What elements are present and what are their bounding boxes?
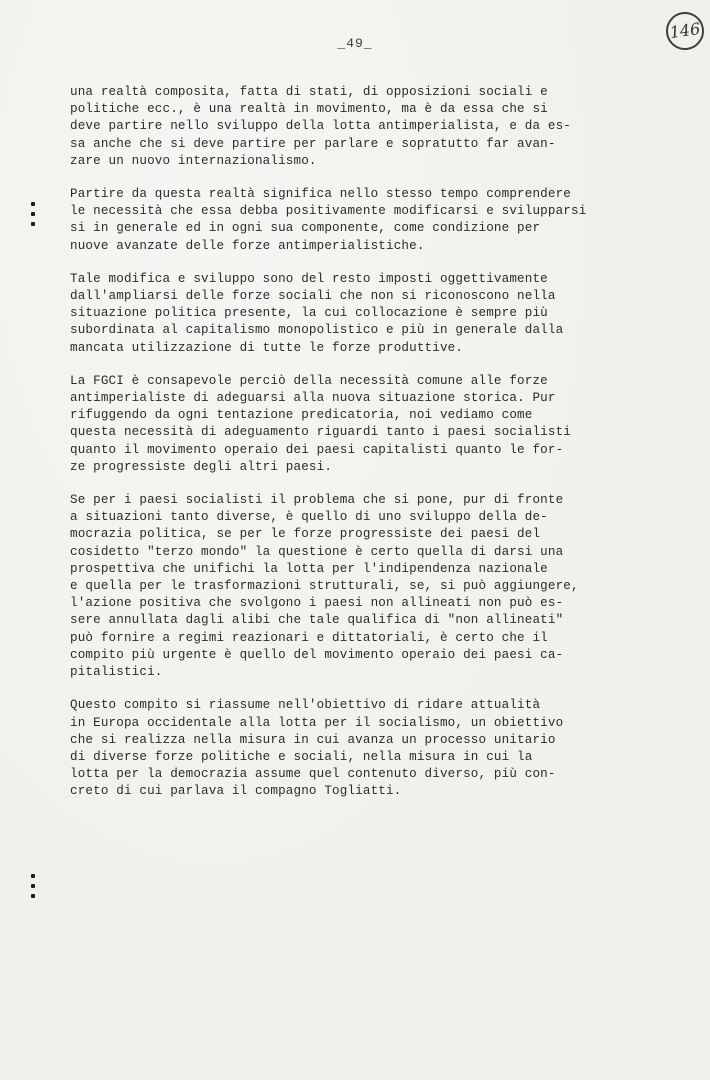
- text-line: rifuggendo da ogni tentazione predicatoria, noi vediamo come: [70, 408, 533, 423]
- text-line: Questo compito si riassume nell'obiettivo di ridare attualità: [70, 698, 541, 713]
- paragraph: [70, 186, 630, 255]
- text-line: situazione politica presente, la cui collocazione è sempre più: [70, 306, 548, 321]
- text-line: antimperialiste di adeguarsi alla nuova situazione storica. Pur: [70, 391, 556, 406]
- margin-dot: [31, 894, 35, 898]
- text-line: in Europa occidentale alla lotta per il socialismo, un obiettivo: [70, 715, 564, 730]
- body-text: [70, 84, 630, 817]
- text-line: subordinata al capitalismo monopolistico e più in generale dalla: [70, 323, 564, 338]
- text-line: Se per i paesi socialisti il problema che si pone, pur di fronte: [70, 493, 564, 508]
- text-line: che si realizza nella misura in cui avanza un processo unitario: [70, 732, 556, 747]
- text-line: deve partire nello sviluppo della lotta antimperialista, e da es-: [70, 119, 571, 134]
- text-line: a situazioni tanto diverse, è quello di uno sviluppo della de-: [70, 510, 548, 525]
- text-line: pitalistici.: [70, 665, 163, 680]
- margin-dot: [31, 874, 35, 878]
- text-line: quanto il movimento operaio dei paesi capitalisti quanto le for-: [70, 442, 564, 457]
- paragraph: [70, 84, 630, 170]
- text-line: creto di cui parlava il compagno Togliatti.: [70, 784, 402, 799]
- paragraph: [70, 373, 630, 476]
- text-line: prospettiva che unifichi la lotta per l'indipendenza nazionale: [70, 561, 548, 576]
- text-line: politiche ecc., è una realtà in movimento, ma è da essa che si: [70, 102, 548, 117]
- text-line: lotta per la democrazia assume quel contenuto diverso, più con-: [70, 767, 556, 782]
- folio-stamp: 146: [664, 10, 707, 53]
- text-line: l'azione positiva che svolgono i paesi non allineati non può es-: [70, 596, 564, 611]
- page-number: _49_: [337, 36, 373, 51]
- text-line: dall'ampliarsi delle forze sociali che non si riconoscono nella: [70, 289, 556, 304]
- text-line: nuove avanzate delle forze antimperialistiche.: [70, 238, 425, 253]
- paragraph: [70, 697, 630, 800]
- text-line: sa anche che si deve partire per parlare e sopratutto far avan-: [70, 136, 556, 151]
- paragraph: [70, 271, 630, 357]
- margin-marks-top: [26, 196, 36, 232]
- margin-dot: [31, 212, 35, 216]
- text-line: una realtà composita, fatta di stati, di opposizioni sociali e: [70, 85, 548, 99]
- margin-dot: [31, 884, 35, 888]
- text-line: mancata utilizzazione di tutte le forze produttive.: [70, 340, 464, 355]
- margin-dot: [31, 202, 35, 206]
- margin-dot: [31, 222, 35, 226]
- text-line: zare un nuovo internazionalismo.: [70, 153, 317, 168]
- text-line: sere annullata dagli alibi che tale qualifica di "non allineati": [70, 613, 564, 628]
- text-line: mocrazia politica, se per le forze progressiste dei paesi del: [70, 527, 541, 542]
- text-line: di diverse forze politiche e sociali, nella misura in cui la: [70, 749, 533, 764]
- text-line: può fornire a regimi reazionari e dittatoriali, è certo che il: [70, 630, 548, 645]
- text-line: le necessità che essa debba positivamente modificarsi e svilupparsi: [70, 204, 587, 219]
- text-line: Tale modifica e sviluppo sono del resto imposti oggettivamente: [70, 271, 548, 286]
- text-line: e quella per le trasformazioni strutturali, se, si può aggiungere,: [70, 579, 579, 594]
- text-line: si in generale ed in ogni sua componente, come condizione per: [70, 221, 541, 236]
- text-line: cosidetto "terzo mondo" la questione è certo quella di darsi una: [70, 544, 564, 559]
- text-line: compito più urgente è quello del movimento operaio dei paesi ca-: [70, 647, 564, 662]
- text-line: ze progressiste degli altri paesi.: [70, 459, 333, 474]
- margin-marks-bottom: [26, 868, 36, 904]
- text-line: Partire da questa realtà significa nello stesso tempo comprendere: [70, 187, 571, 202]
- text-line: La FGCI è consapevole perciò della necessità comune alle forze: [70, 373, 548, 388]
- paragraph: [70, 492, 630, 681]
- text-line: questa necessità di adeguamento riguardi tanto i paesi socialisti: [70, 425, 571, 440]
